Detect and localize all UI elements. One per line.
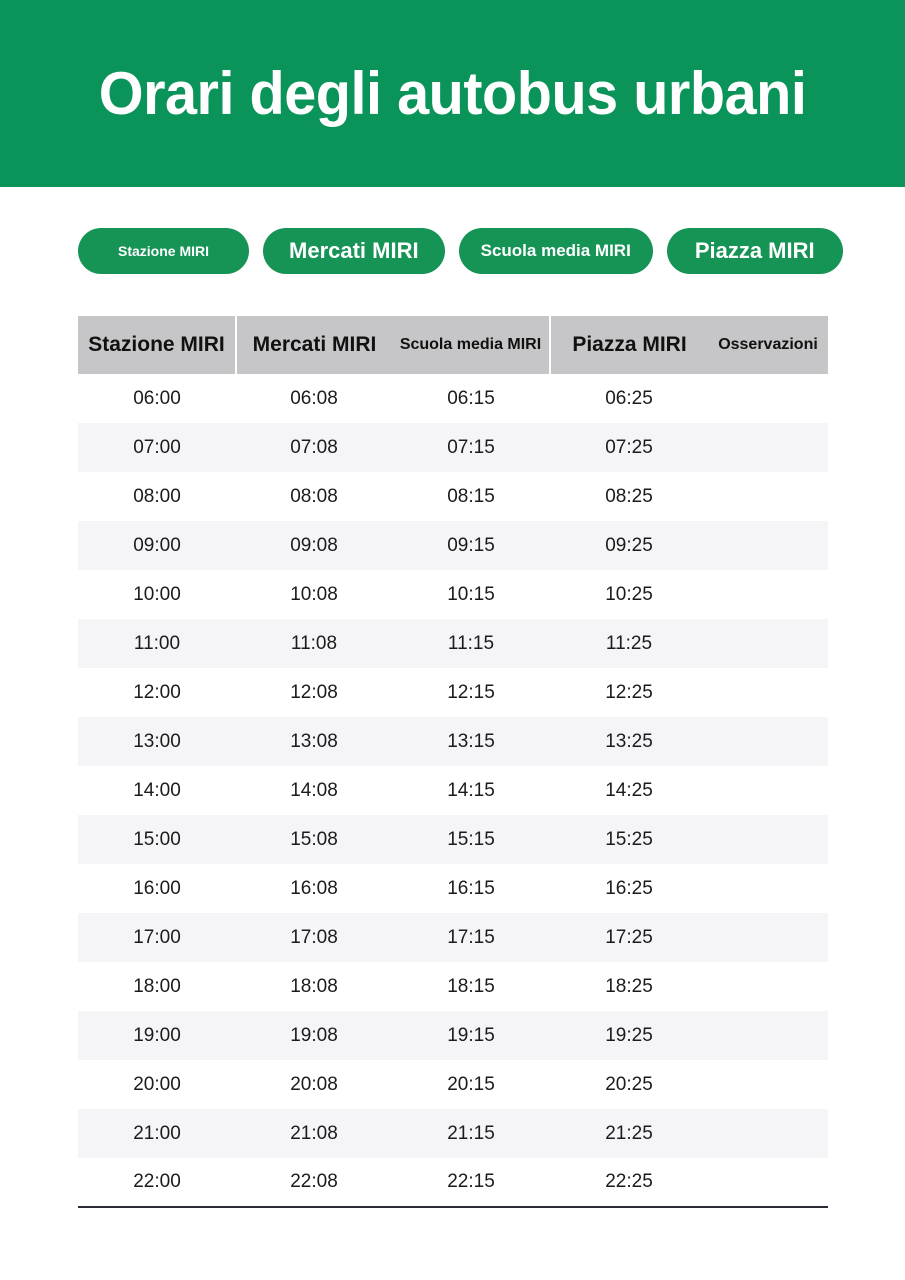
table-cell: 19:25 [605,1024,653,1046]
table-cell [708,962,828,1011]
table-cell: 18:08 [290,975,338,997]
table-cell: 12:00 [133,681,181,703]
table-row [78,1011,828,1060]
table-row [78,766,828,815]
table-cell: 20:00 [133,1073,181,1095]
table-cell: 22:15 [392,1158,550,1207]
table-cell: 13:08 [290,730,338,752]
table-cell: 07:00 [133,436,181,458]
table-row [78,668,828,717]
table-cell: 20:25 [605,1073,653,1095]
table-row [78,521,828,570]
table-cell: 22:00 [78,1158,236,1207]
table-cell: 21:08 [290,1122,338,1144]
table-cell: 08:00 [133,485,181,507]
tab-mercati-miri[interactable]: Mercati MIRI [263,228,445,274]
table-cell: 20:15 [447,1073,495,1095]
table-cell: 06:08 [290,387,338,409]
table-cell: 09:25 [605,534,653,556]
table-cell: 17:25 [605,926,653,948]
table-cell [708,815,828,864]
table-cell: 14:08 [290,779,338,801]
table-row [78,374,828,423]
table-cell: 22:25 [550,1158,708,1207]
table-cell: 16:00 [133,877,181,899]
table-cell: 06:00 [133,387,181,409]
table-cell [708,1060,828,1109]
table-cell: 20:08 [290,1073,338,1095]
schedule-table-head [78,316,828,374]
table-cell: 10:25 [605,583,653,605]
table-cell: 16:15 [447,877,495,899]
table-cell [708,374,828,423]
table-row [78,1060,828,1109]
table-cell: 15:08 [290,828,338,850]
table-row [78,717,828,766]
table-cell: 08:25 [605,485,653,507]
table-cell: 06:25 [605,387,653,409]
table-cell: 06:15 [447,387,495,409]
table-cell: 21:00 [133,1122,181,1144]
column-header-mercati-miri[interactable]: Mercati MIRI [236,316,392,374]
table-cell [708,717,828,766]
table-cell: 19:00 [133,1024,181,1046]
table-cell: 21:15 [447,1122,495,1144]
column-header-piazza-miri[interactable]: Piazza MIRI [550,316,708,374]
table-row [78,570,828,619]
table-cell: 15:15 [447,828,495,850]
table-cell: 07:08 [290,436,338,458]
table-cell [708,668,828,717]
table-cell [708,913,828,962]
table-row [78,619,828,668]
tab-piazza-miri[interactable]: Piazza MIRI [667,228,843,274]
table-cell: 22:08 [236,1158,392,1207]
table-cell: 16:25 [605,877,653,899]
table-row [78,1158,828,1207]
table-cell: 17:15 [447,926,495,948]
table-row [78,1109,828,1158]
table-row [78,962,828,1011]
table-cell: 11:15 [447,632,495,654]
table-cell: 19:08 [290,1024,338,1046]
table-cell: 15:25 [605,828,653,850]
table-cell [708,619,828,668]
table-cell: 07:25 [605,436,653,458]
column-header-osservazioni[interactable]: Osservazioni [708,316,828,374]
table-cell: 18:00 [133,975,181,997]
table-cell [708,472,828,521]
table-cell: 17:08 [290,926,338,948]
table-cell: 18:15 [447,975,495,997]
table-cell: 13:15 [447,730,495,752]
table-cell: 18:25 [605,975,653,997]
table-row [78,472,828,521]
table-cell: 10:00 [133,583,181,605]
tab-stazione-miri[interactable]: Stazione MIRI [78,228,249,274]
page-title: Orari degli autobus urbani [98,59,807,127]
page-header-banner [0,0,905,187]
table-cell [708,1011,828,1060]
table-cell: 11:00 [133,632,181,654]
table-cell: 08:15 [447,485,495,507]
table-cell: 12:15 [447,681,495,703]
table-cell [708,766,828,815]
stop-tab-bar [78,228,838,274]
table-cell: 21:25 [605,1122,653,1144]
table-cell: 19:15 [447,1024,495,1046]
table-cell: 17:00 [133,926,181,948]
schedule-table [78,316,828,1208]
schedule-table-container [78,316,828,1208]
table-cell: 14:00 [133,779,181,801]
table-cell [708,521,828,570]
tab-scuola-media-miri[interactable]: Scuola media MIRI [459,228,653,274]
table-cell: 09:00 [133,534,181,556]
table-row [78,815,828,864]
table-cell: 09:15 [447,534,495,556]
column-header-stazione-miri[interactable]: Stazione MIRI [78,316,236,374]
table-cell: 08:08 [290,485,338,507]
table-cell: 14:25 [605,779,653,801]
table-cell [708,423,828,472]
table-cell: 11:08 [290,632,338,654]
table-cell: 12:08 [290,681,338,703]
table-cell: 13:00 [133,730,181,752]
table-row [78,423,828,472]
table-cell: 14:15 [447,779,495,801]
table-cell [708,864,828,913]
table-cell: 16:08 [290,877,338,899]
table-cell: 09:08 [290,534,338,556]
table-cell: 12:25 [605,681,653,703]
table-cell [708,1158,828,1207]
table-row [78,913,828,962]
table-cell: 10:08 [290,583,338,605]
table-header-row [78,316,828,374]
table-cell [708,1109,828,1158]
table-cell: 07:15 [447,436,495,458]
table-cell: 13:25 [605,730,653,752]
table-cell: 15:00 [133,828,181,850]
table-cell: 10:15 [447,583,495,605]
schedule-table-body [78,374,828,1207]
column-header-scuola-media-miri[interactable]: Scuola media MIRI [392,316,550,374]
table-row [78,864,828,913]
table-cell: 11:25 [605,632,653,654]
table-cell [708,570,828,619]
